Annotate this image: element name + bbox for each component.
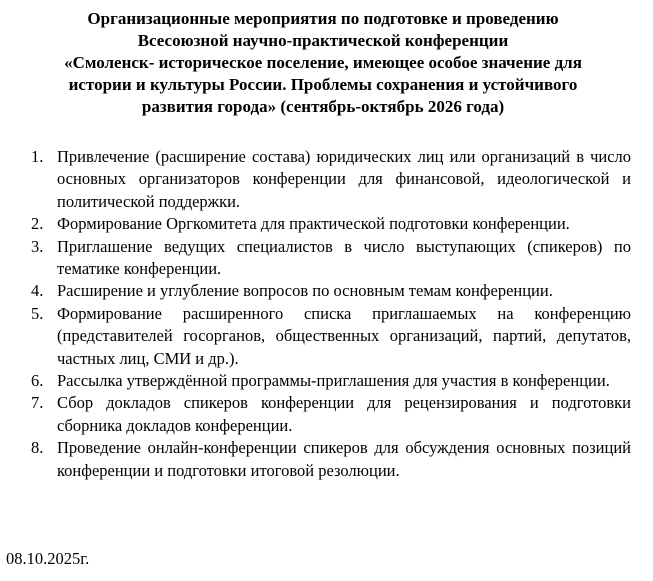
item-text: Рассылка утверждённой программы-приглашения для участия в конференции. xyxy=(57,371,610,391)
list-item xyxy=(28,236,631,281)
item-text: Приглашение ведущих специалистов в число выступающих (спикеров) по тематике конференции. xyxy=(57,236,631,279)
item-text: Проведение онлайн-конференции спикеров для обсуждения основных позиций конференции и подготовки итоговой резолюции. xyxy=(57,438,631,480)
item-text: Сбор докладов спикеров конференции для рецензирования и подготовки сборника докладов конференции. xyxy=(57,393,631,435)
item-number: 7. xyxy=(31,393,44,413)
measures-list xyxy=(28,146,631,482)
item-number: 5. xyxy=(31,303,44,323)
item-number: 2. xyxy=(31,214,44,234)
item-number: 1. xyxy=(31,147,44,166)
item-text: Расширение и углубление вопросов по основным темам конференции. xyxy=(57,281,553,301)
list-item xyxy=(28,146,631,213)
title-line: Организационные мероприятия по подготовке и проведению xyxy=(87,9,559,28)
item-number: 3. xyxy=(31,236,44,256)
item-text: Формирование Оргкомитета для практической подготовки конференции. xyxy=(57,214,570,234)
list-item xyxy=(28,392,631,437)
item-number: 6. xyxy=(31,371,44,391)
list-item xyxy=(28,370,631,392)
list-item xyxy=(28,213,631,235)
list-item xyxy=(28,303,631,370)
list-item xyxy=(28,280,631,302)
item-text: Формирование расширенного списка приглашаемых на конференцию (представителей госорганов, общественных организаций, партий, депутатов, частных лиц, СМИ и др.). xyxy=(57,303,631,368)
title-line: «Смоленск- историческое поселение, имеющее особое значение для xyxy=(64,53,582,72)
title-line: Всесоюзной научно-практической конференции xyxy=(137,31,509,50)
title-line: истории и культуры России. Проблемы сохранения и устойчивого xyxy=(68,75,578,94)
item-number: 8. xyxy=(31,438,44,458)
title-line: развития города» (сентябрь-октябрь 2026 года) xyxy=(141,97,505,116)
list-item xyxy=(28,437,631,482)
document-title xyxy=(28,8,618,118)
item-number: 4. xyxy=(31,281,44,301)
document-date: 08.10.2025г. xyxy=(6,549,90,568)
item-text: Привлечение (расширение состава) юридических лиц или организаций в число основных организаторов конференции для финансовой, идеологической и политической поддержки. xyxy=(57,147,631,211)
